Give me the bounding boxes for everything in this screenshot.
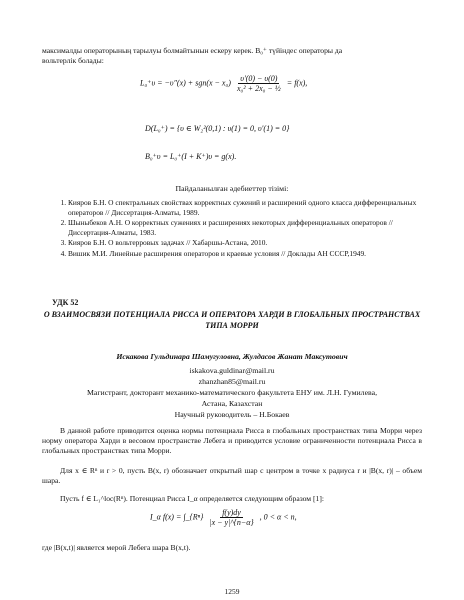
formula-1-fraction — [235, 74, 283, 93]
formula-2: D(L₀⁺) = {υ ∈ W₂²(0,1) : υ(1) = 0, υ′(1) = 0} — [145, 124, 290, 133]
formula-4 — [150, 508, 297, 527]
formula-1-rhs: = f(x), — [286, 78, 308, 88]
reference-item: 4. Вишик М.И. Линейные расширения операторов и краевые условия // Доклады АН СССР,1949. — [68, 249, 434, 259]
intro-line-1: максималды операторының тарылуы болмайтынын ескеру керек. B₀⁺ түйіндес операторы да — [42, 46, 343, 55]
formula-4-fraction — [207, 508, 255, 527]
reference-item: 1. Кияров Б.Н. О спектральных свойствах корректных сужений и расширений одного класса дифференциальных операторов // Диссертация-Алматы, 1989. — [68, 198, 434, 217]
email-2: zhanzhan85@mail.ru — [198, 377, 266, 386]
formula-1-numerator: υ′(0) − υ(0) — [240, 74, 278, 83]
udc-code: УДК 52 — [52, 298, 79, 307]
references-heading: Пайдаланылған әдебиеттер тізімі: — [175, 184, 289, 193]
abstract-paragraph: В данной работе приводится оценка нормы потенциала Рисса в глобальных пространствах типа Морри через норму оператора Харди в весовом пространстве Лебега и приводится условие ограниченности потенциала Рисса в глобальных пространствах типа Морри. — [42, 426, 422, 455]
formula-4-lhs: I_α f(x) = — [150, 512, 182, 522]
email-1: iskakova.guldinar@mail.ru — [189, 366, 275, 375]
reference-item: 2. Шыныбеков А.Н. О корректных сужениях и расширениях некоторых дифференциальных операторов // Диссертация-Алматы, 1983. — [68, 218, 434, 237]
ball-definition-paragraph: Для x ∈ Rⁿ и r > 0, пусть B(x, r) обозначает открытый шар с центром в точке x радиуса r и |B(x, r)| – объем шара. — [42, 466, 423, 485]
formula-4-denominator: |x − y|^{n−α} — [209, 518, 254, 527]
riesz-definition-paragraph: Пусть f ∈ L₁^loc(Rⁿ). Потенциал Рисса I_α определяется следующим образом [1]: — [60, 494, 324, 503]
formula-3: B₀⁺υ = L₀⁺(I + K⁺)υ = g(x). — [145, 152, 237, 161]
intro-paragraph — [42, 46, 422, 66]
formula-1-lhs: L₀⁺υ = −υ″(x) + sgn(x − x₀) — [140, 78, 231, 88]
authors: Искакова Гульдинара Шамугуловна, Жулдасов Жанат Максутович — [116, 352, 348, 361]
formula-1 — [140, 74, 307, 93]
article-title: О ВЗАИМОСВЯЗИ ПОТЕНЦИАЛА РИССА И ОПЕРАТОРА ХАРДИ В ГЛОБАЛЬНЫХ ПРОСТРАНСТВАХ ТИПА МОРРИ — [43, 310, 421, 330]
formula-1-denominator: x₀² + 2x₀ − ½ — [236, 84, 281, 93]
reference-item: 3. Кияров Б.Н. О вольтерровых задачах // Хабаршы-Астана, 2010. — [68, 238, 434, 248]
page-number: 1259 — [224, 587, 240, 596]
supervisor: Научный руководитель – Н.Бокаев — [174, 410, 290, 419]
intro-line-2: вольтерлік болады: — [42, 56, 104, 65]
formula-4-integral: ∫_{Rⁿ} — [183, 512, 204, 522]
references-list — [56, 198, 434, 260]
formula-4-condition: , 0 < α < n, — [259, 512, 297, 522]
affiliation-line-2: Астана, Казахстан — [201, 399, 263, 408]
formula-4-numerator: f(y)dy — [222, 508, 241, 517]
closing-line: где |B(x,t)| является мерой Лебега шара B(x,t). — [42, 543, 191, 552]
affiliation-line-1: Магистрант, докторант механико-математического факультета ЕНУ им. Л.Н. Гумилева, — [86, 388, 378, 397]
